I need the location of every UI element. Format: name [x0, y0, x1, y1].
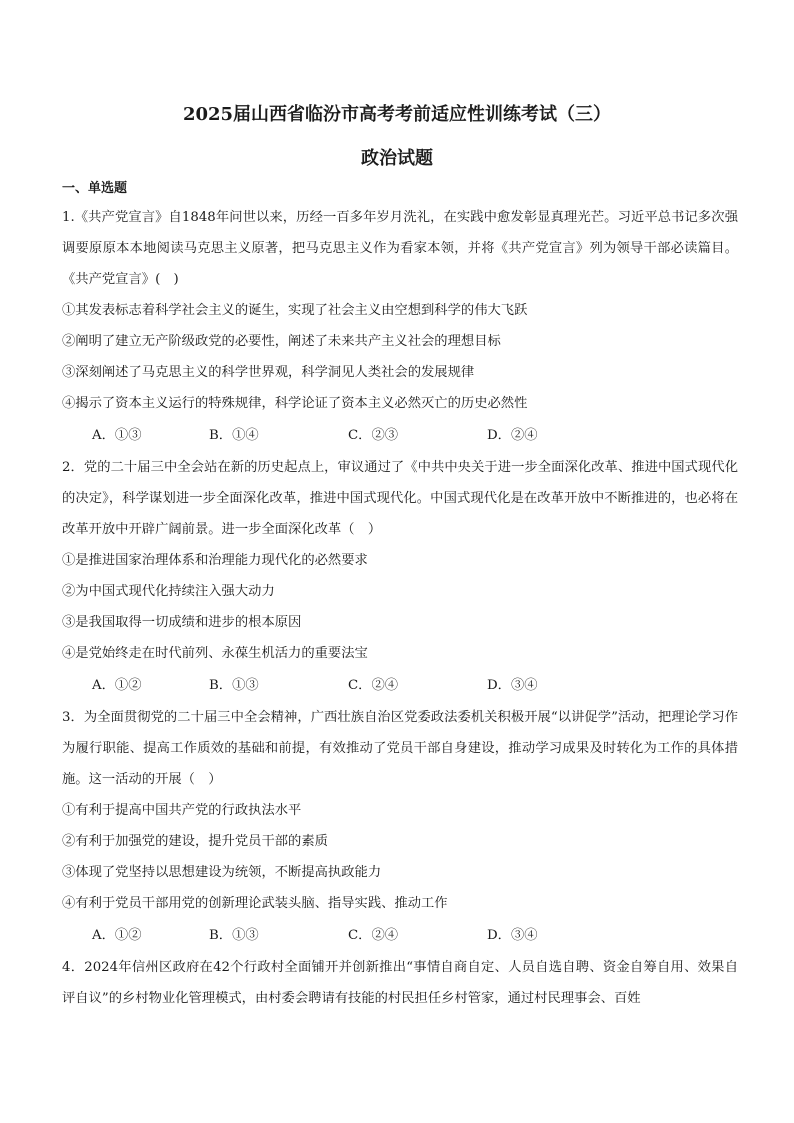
question-2-choice-b[interactable]: B．①③ [209, 678, 259, 693]
question-1-choice-b[interactable]: B．①④ [209, 428, 259, 443]
question-1-choice-c[interactable]: C．②③ [348, 428, 399, 443]
question-1-option-2: ②阐明了建立无产阶级政党的必要性，阐述了未来共产主义社会的理想目标 [62, 334, 501, 349]
section-heading: 一、单选题 [62, 181, 128, 196]
question-2-option-2: ②为中国式现代化持续注入强大动力 [62, 584, 275, 599]
exam-title: 2025届山西省临汾市高考考前适应性训练考试（三） [182, 104, 612, 125]
question-3-choice-b[interactable]: B．①③ [209, 928, 259, 943]
question-4-stem: 4．2024年信州区政府在42个行政村全面铺开并创新推出“事情自商自定、人员自选自聘、资金自筹自用、效果自评自议”的乡村物业化管理模式，由村委会聘请有技能的村民担任乡村管家，通过村民理事会、百姓 [62, 960, 738, 1006]
question-1-option-3: ③深刻阐述了马克思主义的科学世界观，科学洞见人类社会的发展规律 [62, 365, 475, 380]
question-3-choice-a[interactable]: A．①② [92, 928, 142, 943]
question-3-option-4: ④有利于党员干部用党的创新理论武装头脑、指导实践、推动工作 [62, 896, 448, 911]
question-1-option-4: ④揭示了资本主义运行的特殊规律，科学论证了资本主义必然灭亡的历史必然性 [62, 396, 528, 411]
question-2-choices [92, 670, 752, 701]
question-3-choices [92, 920, 752, 951]
question-1-stem: 1.《共产党宣言》自1848年问世以来，历经一百多年岁月洗礼，在实践中愈发彰显真理光芒。习近平总书记多次强调要原原本本地阅读马克思主义原著，把马克思主义作为看家本领，并将《共产党宣言》列为领导干部必读篇目。《共产党宣言》( ) [62, 210, 738, 287]
question-2-choice-d[interactable]: D．③④ [487, 678, 538, 693]
question-2-stem: 2．党的二十届三中全会站在新的历史起点上，审议通过了《中共中央关于进一步全面深化改革、推进中国式现代化的决定》，科学谋划进一步全面深化改革，推进中国式现代化。中国式现代化是在改革开放中不断推进的，也必将在改革开放中开辟广阔前景。进一步全面深化改革（ ） [62, 460, 738, 537]
question-3-option-3: ③体现了党坚持以思想建设为统领，不断提高执政能力 [62, 865, 382, 880]
question-2-choice-a[interactable]: A．①② [92, 678, 142, 693]
question-1-choice-a[interactable]: A．①③ [92, 428, 142, 443]
question-3-choice-d[interactable]: D．③④ [487, 928, 538, 943]
question-3-option-2: ②有利于加强党的建设，提升党员干部的素质 [62, 834, 328, 849]
question-2-option-4: ④是党始终走在时代前列、永葆生机活力的重要法宝 [62, 646, 368, 661]
question-3-option-1: ①有利于提高中国共产党的行政执法水平 [62, 803, 302, 818]
question-3-stem: 3．为全面贯彻党的二十届三中全会精神，广西壮族自治区党委政法委机关积极开展“以讲促学”活动，把理论学习作为履行职能、提高工作质效的基础和前提，有效推动了党员干部自身建设，推动学习成果及时转化为工作的具体措施。这一活动的开展（ ） [62, 710, 738, 787]
exam-subject: 政治试题 [361, 148, 433, 169]
question-2-option-3: ③是我国取得一切成绩和进步的根本原因 [62, 615, 302, 630]
question-2-choice-c[interactable]: C．②④ [348, 678, 399, 693]
question-1-choices [92, 420, 752, 451]
question-2-option-1: ①是推进国家治理体系和治理能力现代化的必然要求 [62, 553, 368, 568]
question-3-choice-c[interactable]: C．②④ [348, 928, 399, 943]
question-1-choice-d[interactable]: D．②④ [487, 428, 538, 443]
question-1-option-1: ①其发表标志着科学社会主义的诞生，实现了社会主义由空想到科学的伟大飞跃 [62, 303, 528, 318]
